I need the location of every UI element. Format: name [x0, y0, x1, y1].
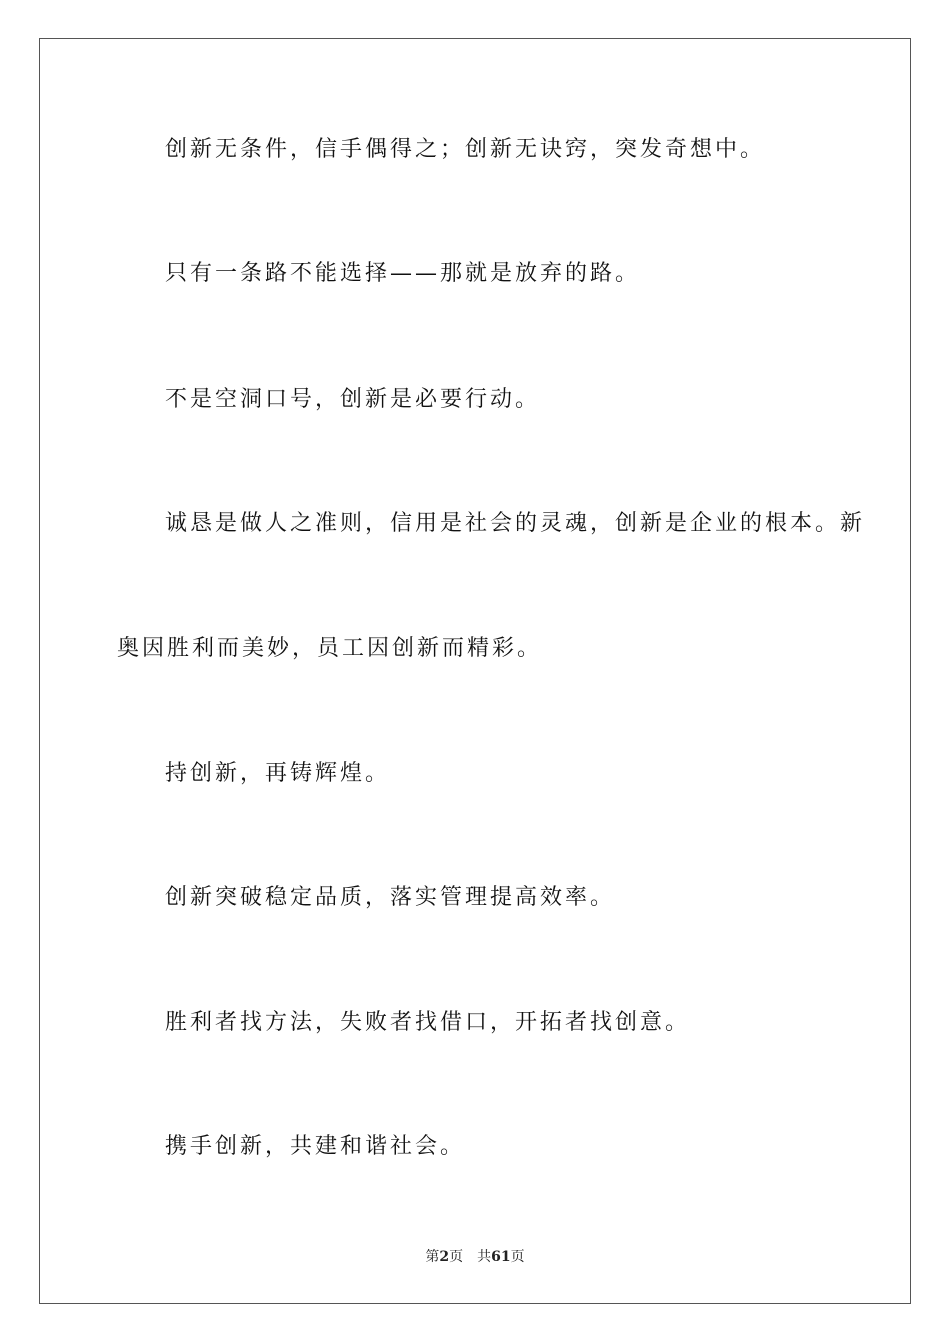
footer-total-pages: 61: [491, 1249, 511, 1265]
footer-page-suffix: 页: [449, 1249, 464, 1265]
text-line-3: 不是空洞口号，创新是必要行动。: [165, 387, 541, 412]
text-line-1: 创新无条件，信手偶得之；创新无诀窍，突发奇想中。: [165, 137, 766, 162]
page-frame: [39, 38, 911, 1304]
text-line-6: 持创新，再铸辉煌。: [165, 761, 391, 786]
text-line-8: 胜利者找方法，失败者找借口，开拓者找创意。: [165, 1010, 691, 1035]
footer-total-prefix: 共: [477, 1249, 492, 1265]
text-line-5: 奥因胜利而美妙，员工因创新而精彩。: [117, 636, 543, 661]
text-line-7: 创新突破稳定品质，落实管理提高效率。: [165, 885, 616, 910]
text-line-2: 只有一条路不能选择——那就是放弃的路。: [165, 261, 641, 286]
footer-page-prefix: 第: [425, 1249, 440, 1265]
text-line-9: 携手创新，共建和谐社会。: [165, 1134, 466, 1159]
page-footer: [0, 1248, 950, 1266]
text-line-4: 诚恳是做人之准则，信用是社会的灵魂，创新是企业的根本。新: [165, 511, 866, 536]
footer-page-number: 2: [439, 1249, 450, 1265]
footer-total-suffix: 页: [510, 1249, 525, 1265]
